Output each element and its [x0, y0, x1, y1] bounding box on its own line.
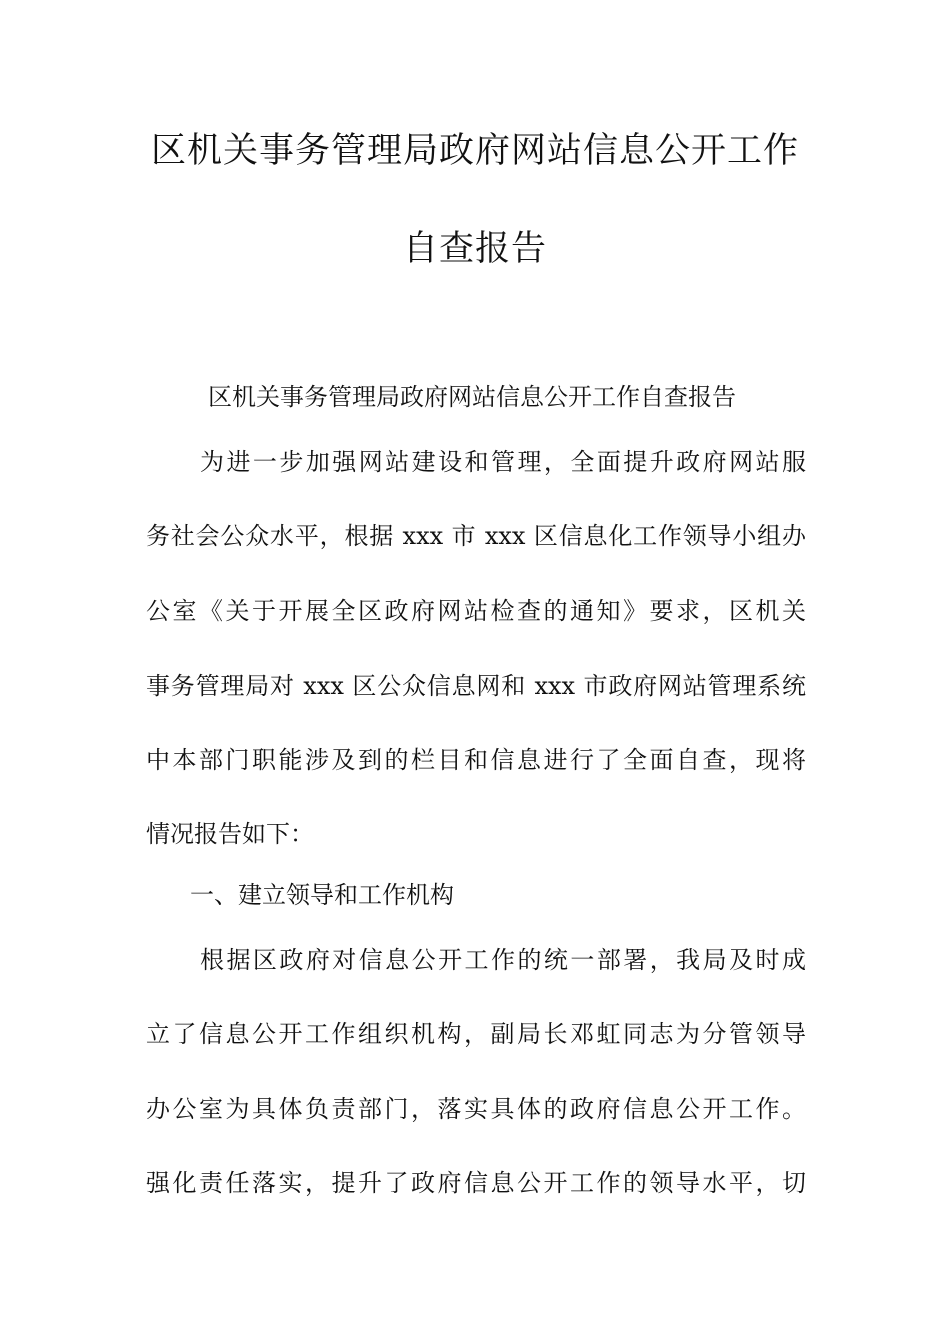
document-title-line-2: 自查报告 — [402, 229, 547, 269]
paragraph-2-line-3: 办公室为具体负责部门，落实具体的政府信息公开工作。 — [146, 1095, 806, 1123]
paragraph-1-line-6: 情况报告如下： — [146, 820, 314, 848]
paragraph-1-line-3: 公室《关于开展全区政府网站检查的通知》要求，区机关 — [146, 597, 806, 625]
paragraph-2-line-4: 强化责任落实，提升了政府信息公开工作的领导水平，切 — [146, 1169, 806, 1197]
paragraph-1-line-2: 务社会公众水平，根据 xxx 市 xxx 区信息化工作领导小组办 — [146, 522, 806, 550]
report-subtitle: 区机关事务管理局政府网站信息公开工作自查报告 — [208, 383, 736, 411]
paragraph-2-line-2: 立了信息公开工作组织机构，副局长邓虹同志为分管领导 — [146, 1020, 806, 1048]
paragraph-1-line-1: 为进一步加强网站建设和管理，全面提升政府网站服 — [200, 448, 806, 476]
paragraph-2-line-1: 根据区政府对信息公开工作的统一部署，我局及时成 — [200, 946, 806, 974]
paragraph-1-line-5: 中本部门职能涉及到的栏目和信息进行了全面自查，现将 — [146, 746, 806, 774]
document-title-line-1: 区机关事务管理局政府网站信息公开工作 — [150, 131, 799, 171]
paragraph-1-line-4: 事务管理局对 xxx 区公众信息网和 xxx 市政府网站管理系统 — [146, 672, 806, 700]
section-1-heading: 一、建立领导和工作机构 — [190, 881, 454, 909]
